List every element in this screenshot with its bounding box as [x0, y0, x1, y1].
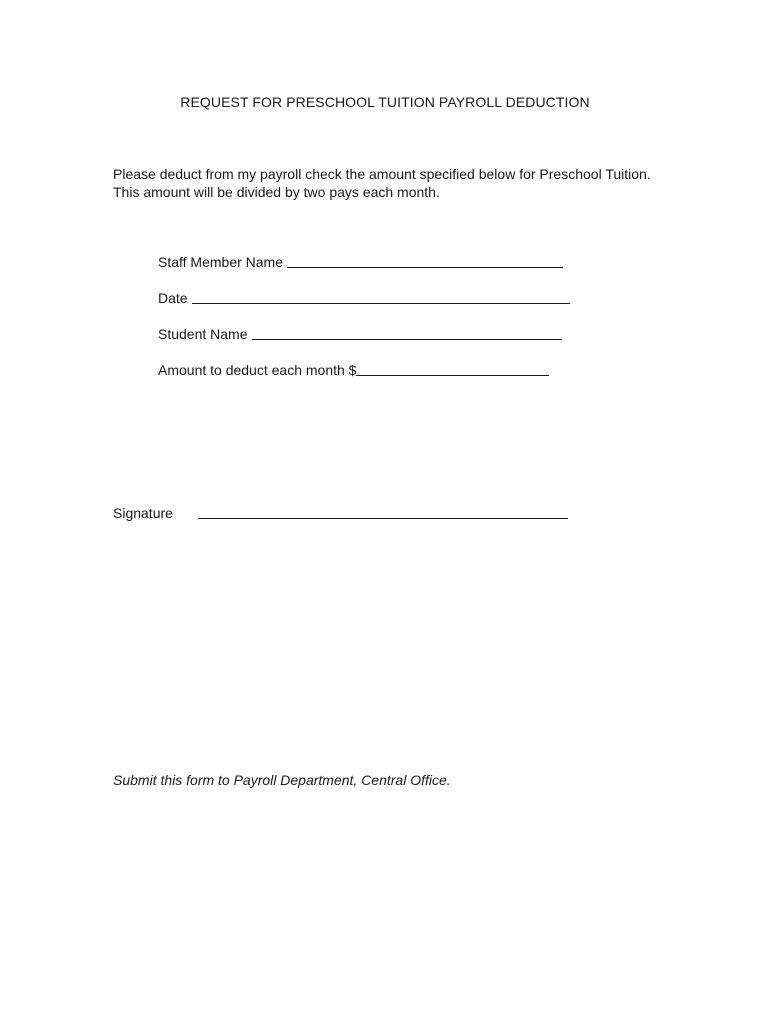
intro-paragraph: Please deduct from my payroll check the amount specified below for Preschool Tuition. This amount will be divided by two pays each month. [113, 166, 651, 200]
staff-member-name-input[interactable] [287, 254, 563, 268]
signature-label: Signature [113, 505, 173, 521]
date-label: Date [158, 290, 188, 306]
signature-field [113, 505, 568, 521]
staff-member-name-label: Staff Member Name [158, 254, 284, 270]
student-name-label: Student Name [158, 326, 248, 342]
student-name-input[interactable] [252, 326, 562, 340]
date-input[interactable] [192, 290, 570, 304]
page-title: REQUEST FOR PRESCHOOL TUITION PAYROLL DEDUCTION [180, 94, 590, 110]
staff-member-name-field [158, 254, 563, 270]
amount-label: Amount to deduct each month $ [158, 362, 357, 378]
submission-note: Submit this form to Payroll Department, Central Office. [113, 772, 451, 788]
amount-field [158, 362, 549, 378]
student-name-field [158, 326, 562, 342]
signature-input[interactable] [198, 505, 568, 519]
amount-input[interactable] [356, 362, 549, 376]
date-field [158, 290, 570, 306]
